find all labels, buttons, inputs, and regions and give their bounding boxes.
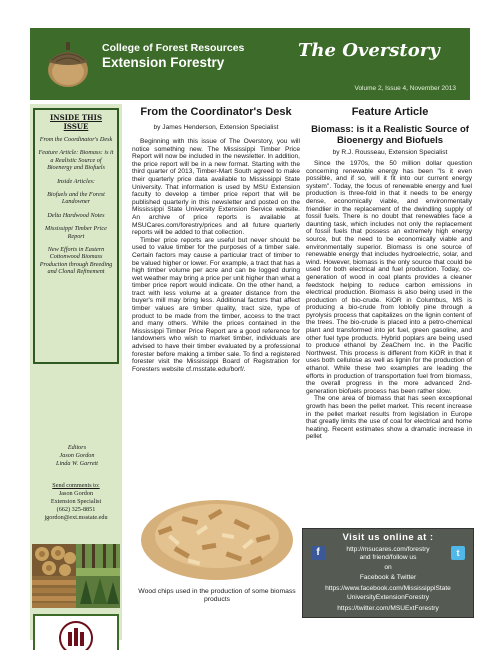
wood-rounds-photo xyxy=(32,544,76,576)
inside-this-issue-title: INSIDE THIS ISSUE xyxy=(50,113,102,131)
editors-block xyxy=(35,444,119,468)
sidebar xyxy=(30,104,122,640)
editor-name: Jason Gordon xyxy=(59,452,95,459)
issue-info: Volume 2, Issue 4, November 2013 xyxy=(354,85,456,92)
toc-item[interactable]: Mississippi Timber Price Report xyxy=(45,225,107,240)
follow-text: and friend/follow us xyxy=(359,554,417,561)
editors-label: Editors xyxy=(67,444,87,451)
facebook-link[interactable]: https://www.facebook.com/MississippiState xyxy=(325,585,451,592)
feature-body xyxy=(306,160,472,441)
pine-seedlings-photo xyxy=(76,576,120,608)
facebook-link-cont[interactable]: UniversityExtensionForestry xyxy=(346,594,430,601)
visit-title: Visit us online at : xyxy=(342,532,434,543)
editor-name: Linda W. Garrett xyxy=(56,460,98,467)
contact-email[interactable]: jgordon@ext.msstate.edu xyxy=(44,514,108,521)
newsletter-title: The Overstory xyxy=(298,40,440,61)
contact-phone: (662) 325-8851 xyxy=(56,506,96,513)
newsletter-header xyxy=(30,28,470,100)
acorn-icon xyxy=(42,40,94,90)
wood-chips-caption: Wood chips used in the production of some biomass products xyxy=(138,588,296,603)
feature-title: Feature Article xyxy=(351,106,429,118)
feature-paragraph: Since the 1970s, the 50 million dollar question concerning renewable energy has been "Is it even possible, and if so, will it fit into our current energy system". Today, the focus of renewable energy and fuel production is three-fold in that it needs to be energy dense, economically viable, and environmentally friendlier in the replacement of the dwindling supply of fossil fuels. There is no doubt that renewables face a daunting task, which includes not only the replacement of fossil fuels that possess an extremely high energy source, but the need to be economically viable and environmentally superior. Biomass is one source of renewable energy that includes hydroelectric, solar, and wind. However, biomass is the only source that could be used for both electrical and fuel production. Today, co-generation of wood in coal plants provides a cleaner feedstock helping to reduce carbon emissions in electrical production. Biomass is also being used in the production of bio-crude. KiOR in Columbus, MS is producing a bio-crude from loblolly pine through a pyrolysis process that capitalizes on the lignin content of the trees. The bio-crude is placed into a petro-chemical plant and transformed into jet fuel, green gasoline, and other fuel type products. Hybrid poplars are being used to produce ethanol by ZeaChem Inc. in the Pacific Northwest. This process is different from KiOR in that it uses both cellulose as well as lignin for the production of ethanol. While these two examples are leading the efforts in production of transportation fuel from biomass, the overall progress in the more advanced 2nd-generation biofuels process has been rather slow. xyxy=(306,160,472,395)
toc-heading: Inside Articles: xyxy=(57,177,95,185)
facebook-icon[interactable]: f xyxy=(311,546,325,560)
social-text: Facebook & Twitter xyxy=(359,574,417,581)
coordinator-body xyxy=(132,138,300,373)
feature-paragraph: The one area of biomass that has seen exceptional growth has been the pellet market. This recent increase in the pellet market results from legislation in Europe that greatly limits the use of coal for electrical and home heating. Recent estimates show a dramatic increase in pellet xyxy=(306,395,472,441)
toc-item[interactable]: Feature Article: Biomass: is it a Realistic Source of Bioenergy and Biofuels xyxy=(38,149,114,172)
inside-this-issue-box xyxy=(33,108,119,364)
contact-title: Extension Specialist xyxy=(50,498,102,505)
feature-byline: by R.J. Rousseau, Extension Specialist xyxy=(332,149,448,156)
on-text: on xyxy=(384,564,392,571)
toc-item[interactable]: From the Coordinator's Desk xyxy=(39,136,113,143)
feature-subtitle: Biomass: is it a Realistic Source of Bioenergy and Biofuels xyxy=(311,124,469,146)
photo-collage xyxy=(32,544,120,608)
toc-item[interactable]: Biofuels and the Forest Landowner xyxy=(47,191,105,206)
college-name: College of Forest Resources xyxy=(102,42,245,54)
coordinator-byline: by James Henderson, Extension Specialist xyxy=(153,124,279,131)
contact-name: Jason Gordon xyxy=(58,490,94,497)
twitter-icon[interactable]: t xyxy=(451,546,465,560)
msu-emblem-icon xyxy=(57,620,95,650)
coordinator-paragraph: Timber price reports are useful but never should be used to value timber for the purposes of a timber sale. Certain factors may cause a particular tract of timber to be valued higher or lower. For example, a tract that has a high timber volume per acre and can be logged during wet weather may bring a price per unit higher than what a timber price report would indicate. On the other hand, a tract with less volume at a greater distance from the buyer's mill may bring less. Additional factors that affect timber values are timber quality, tract size, type of product to be made from the timber, access to the tract and many others. While the prices contained in the Mississippi Timber Price Report are a good reference for landowners who wish to market timber, individuals are advised to have their timber evaluated by a professional forester before making a timber sale. To find a registered forester visit the Mississippi Board of Registration for Foresters website cf.msstate.edu/borf/. xyxy=(132,236,300,373)
coordinator-paragraph: Beginning with this issue of The Overstory, you will notice something new. The Mississippi Timber Price Report will now be included in the newsletter. In addition, the price report will be in a new format. Starting with the third quarter of 2013, Timber-Mart South agreed to make their quarterly price data available to Mississippi State University. That information is used by MSU Extension faculty to develop a timber price report that will be published quarterly in this newsletter and posted on the Mississippi State University Extension Service website. An archive of price reports is available at MSUCares.com/forestry/prices and all future quarterly reports will be added to that collection. xyxy=(132,138,300,237)
website-link[interactable]: http://msucares.com/forestry xyxy=(346,546,430,553)
contact-block xyxy=(33,482,119,522)
msu-extension-logo xyxy=(33,614,119,650)
visit-online-box xyxy=(302,528,474,618)
toc-item[interactable]: New Efforts in Eastern Cottonwood Biomass Production through Breeding and Clonal Refinement xyxy=(39,246,113,276)
extension-name: Extension Forestry xyxy=(102,55,225,70)
logs-photo xyxy=(32,576,76,608)
send-comments-label: Send comments to: xyxy=(52,482,100,489)
twitter-link[interactable]: https://twitter.com/MSUExtForestry xyxy=(337,605,439,612)
coordinator-title: From the Coordinator's Desk xyxy=(140,106,292,118)
toc-item[interactable]: Delta Hardwood Notes xyxy=(47,211,105,219)
forest-photo xyxy=(76,544,120,576)
wood-chips-photo xyxy=(138,478,296,584)
